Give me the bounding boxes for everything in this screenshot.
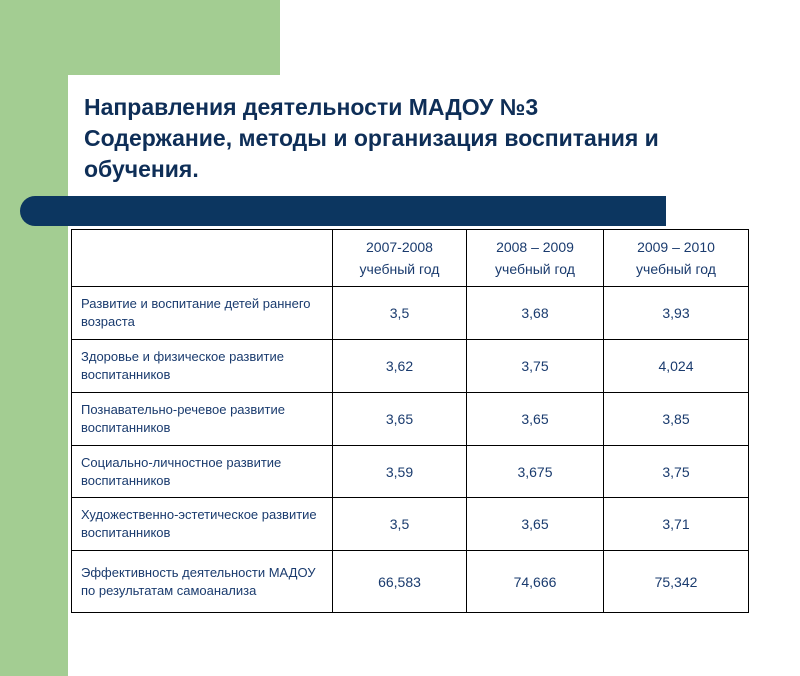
cell-value: 74,666	[467, 551, 604, 613]
decorative-green-band-left	[0, 0, 68, 676]
decorative-navy-bar	[20, 196, 666, 226]
cell-value: 3,71	[604, 498, 749, 551]
cell-value: 3,68	[467, 287, 604, 340]
header-sub: учебный год	[359, 261, 440, 277]
row-label: Развитие и воспитание детей раннего возраста	[72, 287, 333, 340]
cell-value: 3,93	[604, 287, 749, 340]
cell-value: 3,75	[467, 340, 604, 393]
header-sub: учебный год	[636, 261, 716, 277]
cell-value: 3,5	[333, 498, 467, 551]
table-row	[72, 446, 749, 498]
cell-value: 3,62	[333, 340, 467, 393]
header-year-2008-2009	[467, 230, 604, 287]
header-year: 2007-2008	[366, 239, 433, 255]
header-year: 2009 – 2010	[637, 239, 715, 255]
header-sub: учебный год	[495, 261, 575, 277]
header-year-2009-2010	[604, 230, 749, 287]
table-row	[72, 551, 749, 613]
table-row	[72, 340, 749, 393]
cell-value: 4,024	[604, 340, 749, 393]
cell-value: 3,75	[604, 446, 749, 498]
cell-value: 3,65	[467, 393, 604, 446]
row-label: Художественно-эстетическое развитие воспитанников	[72, 498, 333, 551]
results-table	[71, 229, 749, 613]
slide-title	[84, 92, 764, 185]
cell-value: 75,342	[604, 551, 749, 613]
row-label: Эффективность деятельности МАДОУ по результатам самоанализа	[72, 551, 333, 613]
table-row	[72, 393, 749, 446]
title-line-2: Содержание, методы и организация воспитания и	[84, 125, 659, 151]
row-label: Познавательно-речевое развитие воспитанников	[72, 393, 333, 446]
table-row	[72, 287, 749, 340]
cell-value: 3,65	[467, 498, 604, 551]
header-year: 2008 – 2009	[496, 239, 574, 255]
cell-value: 3,65	[333, 393, 467, 446]
cell-value: 3,59	[333, 446, 467, 498]
table-row	[72, 498, 749, 551]
header-empty-cell	[72, 230, 333, 287]
header-year-2007-2008	[333, 230, 467, 287]
cell-value: 3,5	[333, 287, 467, 340]
title-line-1: Направления деятельности МАДОУ №3	[84, 94, 539, 120]
cell-value: 3,85	[604, 393, 749, 446]
cell-value: 66,583	[333, 551, 467, 613]
cell-value: 3,675	[467, 446, 604, 498]
table-header-row	[72, 230, 749, 287]
row-label: Здоровье и физическое развитие воспитанников	[72, 340, 333, 393]
title-line-3: обучения.	[84, 156, 199, 182]
row-label: Социально-личностное развитие воспитанников	[72, 446, 333, 498]
